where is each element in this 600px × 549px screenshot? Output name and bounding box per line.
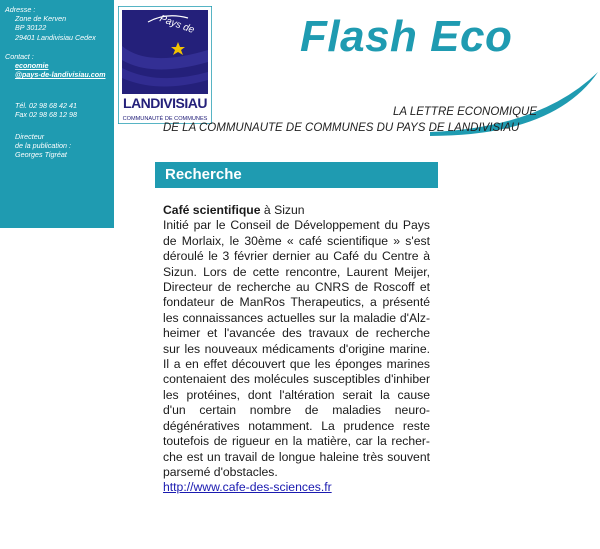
subtitle-line-2: DE LA COMMUNAUTE DE COMMUNES DU PAYS DE LANDIVISIAU [163, 122, 520, 134]
article-heading [163, 203, 430, 218]
newsletter-title: Flash Eco [300, 12, 513, 61]
contact-label: Contact : [5, 52, 34, 61]
article-line: Il a en effet découvert que les éponges marines [163, 357, 430, 372]
article-line: Initié par le Conseil de Développement du Pays [163, 218, 430, 233]
contact-sidebar [0, 0, 114, 228]
article-line-last: parsemé d'obstacles. [163, 464, 278, 479]
address-label: Adresse : [5, 5, 36, 14]
director-block [5, 132, 71, 160]
article-line: dégénératives notamment. La prudence reste [163, 418, 430, 433]
article-body [163, 203, 430, 496]
article-line: les protéines, dont l'altération serait la cause [163, 387, 430, 402]
article-line: Directeur de recherche au CNRS de Roscoff et [163, 280, 430, 295]
director-line: de la publication : [15, 141, 71, 151]
article-line: che est un travail de longue haleine très souvent [163, 449, 430, 464]
fax-number: Fax 02 98 68 12 98 [15, 110, 77, 120]
article-line: heimer et l'avancée des travaux de recherche [163, 326, 430, 341]
article-line: fondateur de ManRos Therapeutics, a présenté [163, 295, 430, 310]
article-line: déroulé le 3 février dernier au Café du Centre à [163, 249, 430, 264]
logo-top-text: Pays de [157, 13, 196, 36]
cafe-des-sciences-link[interactable]: http://www.cafe-des-sciences.fr [163, 480, 332, 495]
article-line: Sizun. Lors de cette rencontre, Laurent Meijer, [163, 264, 430, 279]
address-line: 29401 Landivisiau Cedex [15, 32, 96, 42]
article-heading-rest: à Sizun [260, 203, 305, 217]
contact-email-link[interactable]: economie [15, 61, 49, 71]
article-line: d'un certain nombre de maladies neuro- [163, 403, 430, 418]
director-line: Directeur [15, 132, 45, 141]
article-line: contenaient des molécules susceptibles d'inhiber [163, 372, 430, 387]
section-title: Recherche [165, 166, 242, 183]
logo-name: LANDIVISIAU [123, 95, 207, 111]
phone-block [5, 101, 77, 119]
address-line: BP 30122 [15, 23, 47, 33]
article-line: toutefois de rigueur en la matière, car la recher- [163, 434, 430, 449]
article-line: de Morlaix, le 30ème « café scientifique » s'est [163, 233, 430, 248]
address-line: Zone de Kerven [15, 14, 67, 24]
contact-email-link-domain[interactable]: @pays-de-landivisiau.com [15, 70, 106, 80]
article-heading-bold: Café scientifique [163, 203, 261, 217]
director-name: Georges Tigréat [15, 150, 67, 160]
logo-bottom-text: COMMUNAUTÉ DE COMMUNES [122, 116, 208, 122]
section-header-bar [155, 162, 438, 188]
pays-de-landivisiau-logo [118, 6, 212, 124]
article-line: les connaissances actuelles sur la maladie d'Alz- [163, 310, 430, 325]
address-block [5, 5, 96, 42]
subtitle-line-1: LA LETTRE ECONOMIQUE [393, 106, 537, 118]
article-line: sur les nouveaux médicaments d'origine marine. [163, 341, 430, 356]
contact-block [5, 52, 106, 80]
phone-number: Tél. 02 98 68 42 41 [15, 101, 77, 110]
